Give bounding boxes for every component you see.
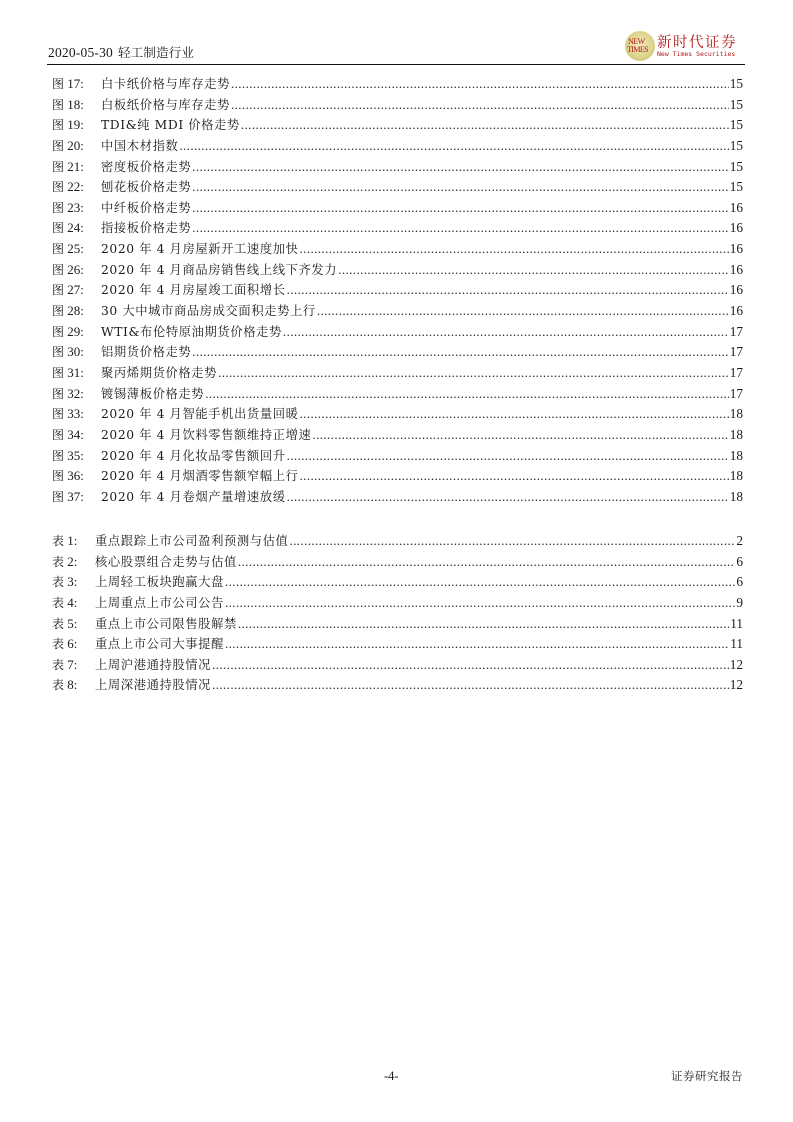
entry-label: 图 26: (52, 261, 84, 277)
entry-label: 图 31: (52, 364, 84, 380)
logo-name-cn: 新时代证券 (657, 35, 737, 51)
dot-leader (287, 487, 729, 508)
logo-emblem-icon: NEW TIMES (625, 31, 655, 61)
industry-name: 轻工制造行业 (118, 45, 195, 60)
entry-label: 表 4: (52, 594, 78, 610)
entry-title[interactable]: TDI&纯 MDI 价格走势 (101, 118, 240, 133)
entry-title[interactable]: 2020 年 4 月商品房销售线上线下齐发力 (101, 262, 338, 277)
table-entry[interactable] (52, 634, 743, 655)
report-type: 证券研究报告 (671, 1069, 743, 1083)
entry-title[interactable]: 2020 年 4 月智能手机出货量回暖 (101, 407, 299, 422)
entry-title[interactable]: 聚丙烯期货价格走势 (101, 365, 218, 380)
entry-label: 图 35: (52, 447, 84, 463)
figure-entry[interactable] (52, 425, 743, 446)
entry-page[interactable]: 17 (729, 323, 743, 339)
table-index (52, 531, 743, 696)
entry-label: 图 27: (52, 282, 84, 298)
entry-page[interactable]: 12 (729, 677, 743, 693)
dot-leader (192, 218, 728, 239)
table-entry[interactable] (52, 614, 743, 635)
entry-title[interactable]: 白板纸价格与库存走势 (101, 97, 230, 112)
entry-page[interactable]: 18 (729, 447, 743, 463)
entry-title[interactable]: 核心股票组合走势与估值 (95, 554, 237, 569)
entry-title[interactable]: 镀锡薄板价格走势 (101, 386, 205, 401)
entry-title[interactable]: 上周轻工板块跑赢大盘 (95, 575, 224, 590)
dot-leader (283, 322, 729, 343)
dot-leader (192, 342, 728, 363)
figure-entry[interactable] (52, 260, 743, 281)
figure-entry[interactable] (52, 95, 743, 116)
figure-entry[interactable] (52, 157, 743, 178)
logo-name-en: New Times Securities (657, 50, 736, 58)
entry-title[interactable]: 2020 年 4 月卷烟产量增速放缓 (101, 489, 286, 504)
entry-title[interactable]: 2020 年 4 月化妆品零售额回升 (101, 448, 286, 463)
entry-page[interactable]: 9 (736, 594, 743, 610)
entry-title[interactable]: 白卡纸价格与库存走势 (101, 77, 230, 91)
dot-leader (225, 634, 729, 655)
entry-label: 图 17: (52, 76, 84, 91)
figure-entry[interactable] (52, 363, 743, 384)
report-date: 2020-05-30 (48, 45, 113, 60)
dot-leader (231, 74, 729, 95)
entry-label: 表 2: (52, 553, 78, 569)
entry-page[interactable]: 15 (729, 76, 743, 91)
entry-label: 图 24: (52, 220, 84, 236)
entry-title[interactable]: 上周重点上市公司公告 (95, 595, 224, 610)
dot-leader (300, 466, 729, 487)
figure-entry[interactable] (52, 74, 743, 95)
dot-leader (179, 136, 728, 157)
entry-page[interactable]: 11 (730, 615, 743, 631)
entry-title[interactable]: 中纤板价格走势 (101, 200, 192, 215)
entry-page[interactable]: 16 (729, 241, 743, 257)
figure-index (52, 74, 743, 507)
company-logo (625, 28, 745, 62)
entry-label: 图 22: (52, 179, 84, 195)
dot-leader (212, 675, 729, 696)
figure-entry[interactable] (52, 218, 743, 239)
entry-label: 图 29: (52, 323, 84, 339)
entry-label: 表 7: (52, 656, 78, 672)
dot-leader (312, 425, 728, 446)
dot-leader (287, 446, 729, 467)
dot-leader (231, 95, 729, 116)
entry-page[interactable]: 16 (729, 199, 743, 215)
entry-title[interactable]: 重点上市公司限售股解禁 (95, 616, 237, 631)
entry-label: 图 30: (52, 344, 84, 360)
entry-label: 图 23: (52, 199, 84, 215)
entry-title[interactable]: 重点跟踪上市公司盈利预测与估值 (95, 534, 289, 548)
entry-page[interactable]: 6 (736, 574, 743, 590)
entry-title[interactable]: 上周深港通持股情况 (95, 678, 212, 693)
entry-title[interactable]: 中国木材指数 (101, 138, 179, 153)
figure-entry[interactable] (52, 487, 743, 508)
table-entry[interactable] (52, 572, 743, 593)
dot-leader (241, 115, 729, 136)
page-header (47, 28, 745, 65)
dot-leader (192, 157, 728, 178)
entry-label: 图 28: (52, 303, 84, 319)
dot-leader (225, 593, 735, 614)
dot-leader (205, 384, 729, 405)
entry-page[interactable]: 11 (730, 636, 743, 652)
entry-label: 表 6: (52, 636, 78, 652)
dot-leader (338, 260, 729, 281)
dot-leader (212, 655, 729, 676)
header-title (48, 43, 194, 61)
entry-page[interactable]: 15 (729, 96, 743, 112)
figure-entry[interactable] (52, 404, 743, 425)
entry-page[interactable]: 15 (729, 117, 743, 133)
entry-page[interactable]: 2 (736, 533, 743, 548)
entry-label: 表 1: (52, 533, 78, 548)
entry-page[interactable]: 15 (729, 137, 743, 153)
entry-page[interactable]: 12 (729, 656, 743, 672)
entry-label: 图 20: (52, 137, 84, 153)
entry-label: 图 36: (52, 468, 84, 484)
table-entry[interactable] (52, 593, 743, 614)
entry-page[interactable]: 16 (729, 261, 743, 277)
entry-title[interactable]: 上周沪港通持股情况 (95, 657, 212, 672)
entry-title[interactable]: 密度板价格走势 (101, 159, 192, 174)
entry-label: 图 25: (52, 241, 84, 257)
entry-page[interactable]: 18 (729, 488, 743, 504)
entry-label: 图 33: (52, 406, 84, 422)
dot-leader (238, 614, 729, 635)
entry-label: 表 8: (52, 677, 78, 693)
entry-label: 图 21: (52, 158, 84, 174)
dot-leader (218, 363, 729, 384)
figure-entry[interactable] (52, 466, 743, 487)
entry-page[interactable]: 15 (729, 179, 743, 195)
entry-label: 图 34: (52, 426, 84, 442)
entry-title[interactable]: 刨花板价格走势 (101, 180, 192, 195)
figure-entry[interactable] (52, 322, 743, 343)
entry-page[interactable]: 6 (736, 553, 743, 569)
dot-leader (317, 301, 729, 322)
figure-entry[interactable] (52, 136, 743, 157)
figure-entry[interactable] (52, 446, 743, 467)
table-entry[interactable] (52, 552, 743, 573)
entry-page[interactable]: 16 (729, 303, 743, 319)
entry-label: 图 37: (52, 488, 84, 504)
entry-label: 表 5: (52, 615, 78, 631)
figure-entry[interactable] (52, 280, 743, 301)
entry-title[interactable]: WTI&布伦特原油期货价格走势 (101, 324, 282, 339)
entry-page[interactable]: 17 (729, 344, 743, 360)
entry-title[interactable]: 重点上市公司大事提醒 (95, 637, 224, 652)
entry-label: 表 3: (52, 574, 78, 590)
figure-entry[interactable] (52, 177, 743, 198)
dot-leader (225, 572, 735, 593)
table-entry[interactable] (52, 655, 743, 676)
figure-entry[interactable] (52, 198, 743, 219)
page-number: -4- (384, 1069, 399, 1083)
entry-page[interactable]: 18 (729, 468, 743, 484)
table-entry[interactable] (52, 531, 743, 552)
figure-entry[interactable] (52, 384, 743, 405)
entry-page[interactable]: 17 (729, 385, 743, 401)
entry-title[interactable]: 30 大中城市商品房成交面积走势上行 (101, 304, 316, 319)
dot-leader (289, 531, 735, 552)
entry-page[interactable]: 18 (729, 406, 743, 422)
entry-label: 图 32: (52, 385, 84, 401)
dot-leader (192, 177, 728, 198)
table-entry[interactable] (52, 675, 743, 696)
entry-title[interactable]: 指接板价格走势 (101, 221, 192, 236)
dot-leader (300, 404, 729, 425)
entry-page[interactable]: 16 (729, 220, 743, 236)
entry-page[interactable]: 16 (729, 282, 743, 298)
dot-leader (287, 280, 729, 301)
figure-entry[interactable] (52, 342, 743, 363)
entry-title[interactable]: 2020 年 4 月房屋竣工面积增长 (101, 283, 286, 298)
entry-label: 图 18: (52, 96, 84, 112)
entry-title[interactable]: 2020 年 4 月房屋新开工速度加快 (101, 242, 299, 257)
dot-leader (192, 198, 728, 219)
entry-title[interactable]: 2020 年 4 月烟酒零售额窄幅上行 (101, 469, 299, 484)
entry-title[interactable]: 铝期货价格走势 (101, 345, 192, 360)
dot-leader (238, 552, 735, 573)
dot-leader (300, 239, 729, 260)
figure-entry[interactable] (52, 115, 743, 136)
entry-label: 图 19: (52, 117, 84, 133)
figure-entry[interactable] (52, 239, 743, 260)
entry-title[interactable]: 2020 年 4 月饮料零售额维持正增速 (101, 427, 312, 442)
figure-entry[interactable] (52, 301, 743, 322)
entry-page[interactable]: 18 (729, 426, 743, 442)
entry-page[interactable]: 17 (729, 364, 743, 380)
entry-page[interactable]: 15 (729, 158, 743, 174)
